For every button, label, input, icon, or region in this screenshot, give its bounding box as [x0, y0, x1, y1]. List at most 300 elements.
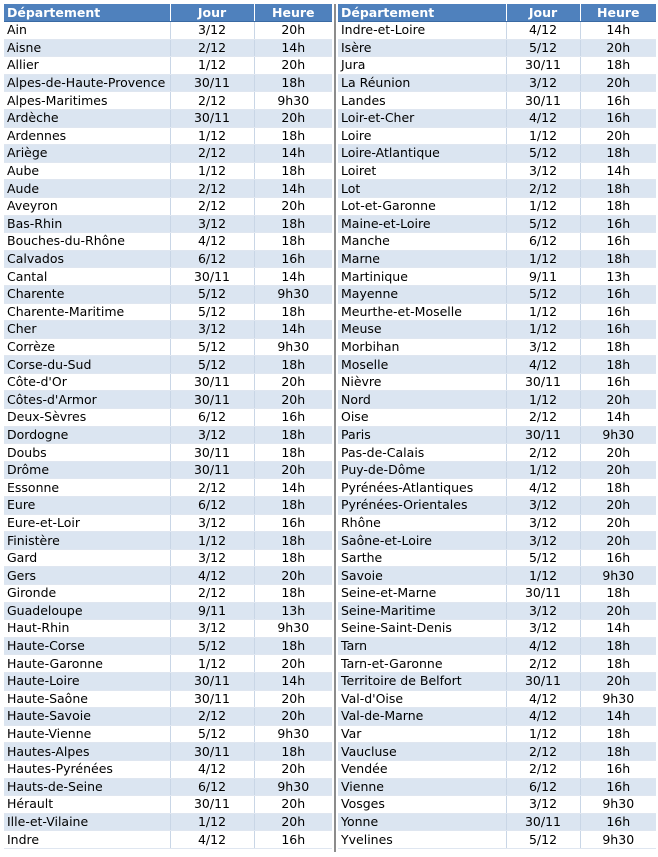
table-row [4, 549, 332, 567]
heure-cell: 18h [254, 303, 332, 321]
table-row [338, 549, 656, 567]
departement-cell: Meuse [338, 321, 506, 339]
departement-cell: Dordogne [4, 426, 170, 444]
departement-cell: Allier [4, 57, 170, 75]
departement-cell: Indre-et-Loire [338, 22, 506, 40]
departement-cell: Lot-et-Garonne [338, 197, 506, 215]
jour-cell: 4/12 [506, 690, 580, 708]
heure-cell: 16h [580, 549, 656, 567]
departement-cell: Sarthe [338, 549, 506, 567]
table-row [338, 778, 656, 796]
heure-cell: 16h [580, 109, 656, 127]
heure-cell: 13h [254, 602, 332, 620]
departement-cell: Rhône [338, 514, 506, 532]
departement-cell: Corse-du-Sud [4, 356, 170, 374]
jour-cell: 5/12 [170, 285, 254, 303]
heure-cell: 20h [580, 39, 656, 57]
departement-cell: Marne [338, 250, 506, 268]
table-row [338, 127, 656, 145]
heure-cell: 18h [254, 162, 332, 180]
table-row [338, 180, 656, 198]
departement-cell: Seine-Maritime [338, 602, 506, 620]
table-row [338, 532, 656, 550]
heure-cell: 20h [254, 760, 332, 778]
table-row [338, 426, 656, 444]
departement-cell: Aisne [4, 39, 170, 57]
table-row [4, 109, 332, 127]
table-row [338, 197, 656, 215]
heure-cell: 16h [254, 514, 332, 532]
heure-cell: 20h [254, 655, 332, 673]
table-row [4, 321, 332, 339]
departement-cell: Lot [338, 180, 506, 198]
heure-cell: 14h [254, 479, 332, 497]
departement-cell: Vienne [338, 778, 506, 796]
heure-cell: 9h30 [254, 620, 332, 638]
jour-cell: 1/12 [170, 162, 254, 180]
table-row [4, 602, 332, 620]
jour-cell: 2/12 [506, 409, 580, 427]
jour-cell: 3/12 [506, 602, 580, 620]
heure-cell: 20h [254, 796, 332, 814]
departement-cell: Landes [338, 92, 506, 110]
table-row [4, 796, 332, 814]
jour-cell: 2/12 [170, 145, 254, 163]
departement-cell: Haute-Savoie [4, 708, 170, 726]
departement-cell: Haut-Rhin [4, 620, 170, 638]
departement-cell: Manche [338, 233, 506, 251]
jour-cell: 2/12 [170, 708, 254, 726]
heure-cell: 16h [254, 409, 332, 427]
heure-cell: 20h [580, 532, 656, 550]
departement-cell: Pas-de-Calais [338, 444, 506, 462]
table-row [4, 672, 332, 690]
departement-cell: Alpes-Maritimes [4, 92, 170, 110]
departement-cell: Côtes-d'Armor [4, 391, 170, 409]
heure-cell: 18h [580, 180, 656, 198]
jour-cell: 4/12 [506, 22, 580, 40]
header-row [4, 4, 332, 22]
table-row [4, 303, 332, 321]
heure-cell: 18h [254, 743, 332, 761]
jour-cell: 3/12 [506, 338, 580, 356]
table-row [338, 39, 656, 57]
heure-cell: 9h30 [254, 725, 332, 743]
jour-cell: 3/12 [506, 796, 580, 814]
jour-cell: 30/11 [506, 92, 580, 110]
departement-cell: Haute-Saône [4, 690, 170, 708]
table-row [338, 514, 656, 532]
table-row [338, 215, 656, 233]
jour-cell: 5/12 [506, 549, 580, 567]
heure-cell: 18h [254, 74, 332, 92]
table-row [4, 197, 332, 215]
jour-cell: 4/12 [506, 109, 580, 127]
table-row [4, 461, 332, 479]
departement-cell: Haute-Vienne [4, 725, 170, 743]
table-row [4, 145, 332, 163]
jour-cell: 6/12 [170, 778, 254, 796]
table-row [4, 567, 332, 585]
departement-cell: Finistère [4, 532, 170, 550]
jour-cell: 2/12 [506, 180, 580, 198]
departement-cell: Pyrénées-Atlantiques [338, 479, 506, 497]
table-row [338, 461, 656, 479]
departement-cell: Aude [4, 180, 170, 198]
jour-cell: 1/12 [170, 813, 254, 831]
table-row [338, 109, 656, 127]
heure-cell: 20h [580, 672, 656, 690]
departement-cell: Ain [4, 22, 170, 40]
heure-cell: 20h [254, 373, 332, 391]
right-table [338, 4, 656, 849]
departement-cell: Var [338, 725, 506, 743]
departement-cell: Val-d'Oise [338, 690, 506, 708]
departement-cell: Hauts-de-Seine [4, 778, 170, 796]
heure-cell: 18h [254, 549, 332, 567]
jour-cell: 30/11 [170, 109, 254, 127]
table-row [4, 637, 332, 655]
heure-cell: 18h [254, 426, 332, 444]
jour-cell: 3/12 [506, 162, 580, 180]
jour-cell: 3/12 [170, 22, 254, 40]
table-row [4, 444, 332, 462]
jour-cell: 3/12 [170, 426, 254, 444]
jour-cell: 3/12 [170, 321, 254, 339]
table-row [338, 602, 656, 620]
heure-cell: 18h [580, 338, 656, 356]
departement-cell: Loire-Atlantique [338, 145, 506, 163]
jour-cell: 1/12 [506, 461, 580, 479]
departement-cell: Corrèze [4, 338, 170, 356]
table-row [4, 57, 332, 75]
jour-cell: 5/12 [170, 303, 254, 321]
heure-cell: 16h [580, 373, 656, 391]
jour-cell: 2/12 [170, 92, 254, 110]
table-row [4, 338, 332, 356]
jour-cell: 3/12 [170, 549, 254, 567]
table-row [4, 162, 332, 180]
heure-cell: 9h30 [254, 778, 332, 796]
jour-cell: 5/12 [506, 831, 580, 849]
jour-cell: 1/12 [506, 567, 580, 585]
heure-cell: 16h [580, 303, 656, 321]
departement-cell: Tarn [338, 637, 506, 655]
jour-cell: 4/12 [506, 356, 580, 374]
heure-cell: 18h [254, 127, 332, 145]
table-row [4, 514, 332, 532]
table-row [4, 426, 332, 444]
departement-cell: Haute-Loire [4, 672, 170, 690]
heure-cell: 18h [254, 444, 332, 462]
header-jour: Jour [506, 4, 580, 22]
jour-cell: 1/12 [170, 655, 254, 673]
departement-cell: Calvados [4, 250, 170, 268]
jour-cell: 2/12 [170, 39, 254, 57]
jour-cell: 4/12 [170, 567, 254, 585]
heure-cell: 18h [254, 215, 332, 233]
table-row [338, 22, 656, 40]
left-table-body [4, 22, 332, 849]
departement-cell: Nord [338, 391, 506, 409]
table-row [338, 637, 656, 655]
table-row [4, 268, 332, 286]
jour-cell: 30/11 [506, 585, 580, 603]
departement-cell: Drôme [4, 461, 170, 479]
heure-cell: 9h30 [254, 285, 332, 303]
table-row [338, 373, 656, 391]
departement-cell: Paris [338, 426, 506, 444]
heure-cell: 13h [580, 268, 656, 286]
departement-cell: Vaucluse [338, 743, 506, 761]
jour-cell: 30/11 [170, 391, 254, 409]
table-row [4, 74, 332, 92]
heure-cell: 20h [580, 444, 656, 462]
heure-cell: 18h [580, 637, 656, 655]
jour-cell: 3/12 [170, 215, 254, 233]
jour-cell: 5/12 [506, 215, 580, 233]
jour-cell: 6/12 [506, 778, 580, 796]
jour-cell: 4/12 [506, 708, 580, 726]
jour-cell: 5/12 [170, 338, 254, 356]
heure-cell: 18h [254, 233, 332, 251]
heure-cell: 14h [254, 145, 332, 163]
jour-cell: 2/12 [170, 180, 254, 198]
heure-cell: 18h [580, 197, 656, 215]
heure-cell: 14h [580, 162, 656, 180]
table-row [4, 708, 332, 726]
jour-cell: 1/12 [170, 127, 254, 145]
heure-cell: 16h [580, 92, 656, 110]
departement-cell: Ille-et-Vilaine [4, 813, 170, 831]
heure-cell: 18h [580, 479, 656, 497]
table-row [4, 373, 332, 391]
table-row [338, 303, 656, 321]
header-row [338, 4, 656, 22]
table-row [338, 250, 656, 268]
heure-cell: 9h30 [254, 92, 332, 110]
departement-cell: Yonne [338, 813, 506, 831]
header-jour: Jour [170, 4, 254, 22]
heure-cell: 18h [580, 585, 656, 603]
heure-cell: 20h [254, 461, 332, 479]
departement-cell: Haute-Garonne [4, 655, 170, 673]
jour-cell: 30/11 [170, 672, 254, 690]
heure-cell: 20h [254, 813, 332, 831]
heure-cell: 14h [254, 39, 332, 57]
heure-cell: 16h [580, 813, 656, 831]
departement-cell: Aveyron [4, 197, 170, 215]
departement-cell: Ardèche [4, 109, 170, 127]
table-row [4, 831, 332, 849]
heure-cell: 20h [580, 127, 656, 145]
departement-cell: Puy-de-Dôme [338, 461, 506, 479]
table-row [4, 497, 332, 515]
table-row [4, 215, 332, 233]
departement-cell: Yvelines [338, 831, 506, 849]
jour-cell: 4/12 [506, 479, 580, 497]
departement-cell: Cantal [4, 268, 170, 286]
table-row [4, 39, 332, 57]
table-row [338, 725, 656, 743]
heure-cell: 16h [580, 321, 656, 339]
heure-cell: 18h [580, 145, 656, 163]
table-row [338, 162, 656, 180]
jour-cell: 4/12 [170, 760, 254, 778]
departement-cell: Loir-et-Cher [338, 109, 506, 127]
departement-cell: Loiret [338, 162, 506, 180]
table-row [4, 760, 332, 778]
departement-cell: Gard [4, 549, 170, 567]
departement-cell: Côte-d'Or [4, 373, 170, 391]
heure-cell: 16h [254, 250, 332, 268]
jour-cell: 3/12 [506, 497, 580, 515]
departement-cell: Seine-et-Marne [338, 585, 506, 603]
jour-cell: 2/12 [170, 479, 254, 497]
jour-cell: 30/11 [506, 672, 580, 690]
departement-cell: Hautes-Alpes [4, 743, 170, 761]
jour-cell: 2/12 [170, 197, 254, 215]
heure-cell: 20h [254, 57, 332, 75]
departement-cell: Seine-Saint-Denis [338, 620, 506, 638]
table-row [338, 497, 656, 515]
heure-cell: 16h [254, 831, 332, 849]
jour-cell: 30/11 [506, 426, 580, 444]
table-row [4, 690, 332, 708]
jour-cell: 1/12 [506, 127, 580, 145]
table-row [338, 585, 656, 603]
jour-cell: 3/12 [170, 620, 254, 638]
heure-cell: 18h [580, 743, 656, 761]
jour-cell: 30/11 [170, 74, 254, 92]
table-row [338, 409, 656, 427]
jour-cell: 2/12 [170, 585, 254, 603]
table-row [4, 743, 332, 761]
jour-cell: 30/11 [170, 461, 254, 479]
jour-cell: 30/11 [506, 373, 580, 391]
table-row [338, 285, 656, 303]
jour-cell: 30/11 [170, 373, 254, 391]
departement-cell: Saône-et-Loire [338, 532, 506, 550]
table-row [338, 74, 656, 92]
table-row [338, 796, 656, 814]
table-row [338, 391, 656, 409]
departement-cell: Hautes-Pyrénées [4, 760, 170, 778]
table-row [338, 708, 656, 726]
departement-cell: Haute-Corse [4, 637, 170, 655]
table-row [4, 532, 332, 550]
departement-cell: Tarn-et-Garonne [338, 655, 506, 673]
table-row [338, 760, 656, 778]
header-heure: Heure [580, 4, 656, 22]
heure-cell: 9h30 [580, 690, 656, 708]
heure-cell: 18h [254, 532, 332, 550]
jour-cell: 3/12 [506, 514, 580, 532]
heure-cell: 9h30 [580, 831, 656, 849]
heure-cell: 16h [580, 285, 656, 303]
table-row [338, 655, 656, 673]
table-row [338, 356, 656, 374]
table-row [338, 145, 656, 163]
heure-cell: 20h [580, 391, 656, 409]
heure-cell: 20h [580, 74, 656, 92]
departement-cell: Guadeloupe [4, 602, 170, 620]
departement-cell: Maine-et-Loire [338, 215, 506, 233]
departement-cell: Vendée [338, 760, 506, 778]
header-departement: Département [338, 4, 506, 22]
departement-cell: Morbihan [338, 338, 506, 356]
departement-cell: Isère [338, 39, 506, 57]
jour-cell: 1/12 [506, 250, 580, 268]
jour-cell: 4/12 [506, 637, 580, 655]
jour-cell: 1/12 [170, 532, 254, 550]
heure-cell: 18h [580, 356, 656, 374]
left-table [4, 4, 332, 849]
heure-cell: 14h [580, 620, 656, 638]
jour-cell: 5/12 [170, 725, 254, 743]
departement-cell: Territoire de Belfort [338, 672, 506, 690]
table-row [338, 813, 656, 831]
jour-cell: 5/12 [506, 39, 580, 57]
departement-cell: Meurthe-et-Moselle [338, 303, 506, 321]
departement-cell: Indre [4, 831, 170, 849]
jour-cell: 2/12 [506, 655, 580, 673]
jour-cell: 30/11 [170, 690, 254, 708]
jour-cell: 1/12 [506, 321, 580, 339]
header-heure: Heure [254, 4, 332, 22]
jour-cell: 5/12 [506, 145, 580, 163]
jour-cell: 3/12 [506, 532, 580, 550]
heure-cell: 14h [254, 321, 332, 339]
jour-cell: 2/12 [506, 743, 580, 761]
heure-cell: 9h30 [580, 567, 656, 585]
table-row [4, 409, 332, 427]
heure-cell: 14h [254, 672, 332, 690]
jour-cell: 5/12 [170, 637, 254, 655]
jour-cell: 9/11 [506, 268, 580, 286]
table-row [4, 285, 332, 303]
table-row [338, 444, 656, 462]
jour-cell: 1/12 [170, 57, 254, 75]
table-row [4, 778, 332, 796]
table-row [4, 92, 332, 110]
heure-cell: 18h [580, 655, 656, 673]
departement-cell: Vosges [338, 796, 506, 814]
heure-cell: 14h [580, 708, 656, 726]
table-row [4, 479, 332, 497]
heure-cell: 18h [254, 637, 332, 655]
jour-cell: 30/11 [170, 444, 254, 462]
departement-cell: Hérault [4, 796, 170, 814]
departement-cell: Eure-et-Loir [4, 514, 170, 532]
jour-cell: 4/12 [170, 831, 254, 849]
jour-cell: 4/12 [170, 233, 254, 251]
table-row [338, 233, 656, 251]
departement-cell: Val-de-Marne [338, 708, 506, 726]
jour-cell: 6/12 [506, 233, 580, 251]
jour-cell: 6/12 [170, 497, 254, 515]
departement-cell: Cher [4, 321, 170, 339]
heure-cell: 18h [580, 250, 656, 268]
table-row [4, 620, 332, 638]
departement-cell: Gironde [4, 585, 170, 603]
departement-cell: Jura [338, 57, 506, 75]
departement-cell: Oise [338, 409, 506, 427]
jour-cell: 5/12 [170, 356, 254, 374]
jour-cell: 1/12 [506, 725, 580, 743]
departement-cell: Deux-Sèvres [4, 409, 170, 427]
heure-cell: 20h [580, 497, 656, 515]
